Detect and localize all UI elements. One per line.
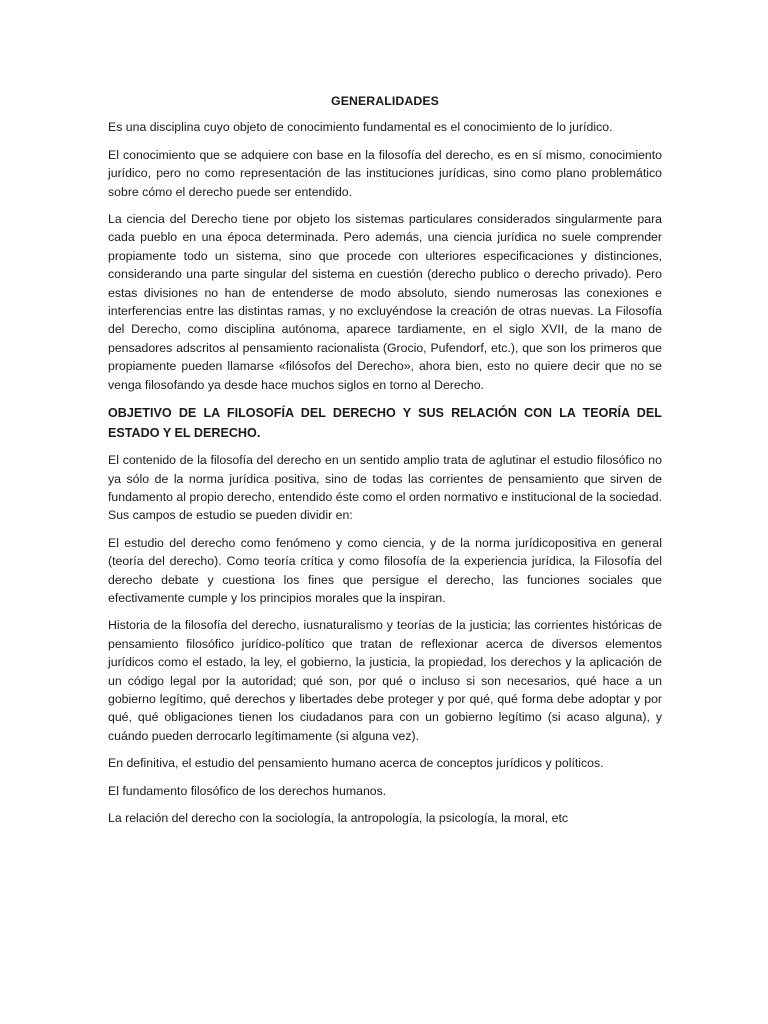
intro-paragraph-3: La ciencia del Derecho tiene por objeto los sistemas particulares considerados singularmente para cada pueblo en una época determinada. Pero además, una ciencia jurídica no suele comprender propiamente todo un sistema, sino que procede con ulteriores especificaciones y distinciones, considerando una parte singular del sistema en cuestión (derecho publico o derecho privado). Pero estas divisiones no han de entenderse de modo absoluto, siendo numerosas las conexiones e interferencias entre las distintas ramas, y no excluyéndose la creación de otras nuevas. La Filosofía del Derecho, como disciplina autónoma, aparece tardiamente, en el siglo XVII, de la mano de pensadores adscritos al pensamiento racionalista (Grocio, Pufendorf, etc.), que son los primeros que propiamente pueden llamarse «filósofos del Derecho», ahora bien, esto no quiere decir que no se venga filosofando ya desde hace muchos siglos en torno al Derecho. <box>108 212 662 392</box>
section-paragraph-1: El contenido de la filosofía del derecho en un sentido amplio trata de aglutinar el estudio filosófico no ya sólo de la norma jurídica positiva, sino de todas las corrientes de pensamiento que sirven de fundamento al propio derecho, entendido éste como el orden normativo e institucional de la sociedad. Sus campos de estudio se pueden dividir en: <box>108 453 662 523</box>
section-paragraph-2: El estudio del derecho como fenómeno y como ciencia, y de la norma jurídicopositiva en general (teoría del derecho). Como teoría crítica y como filosofía de la experiencia jurídica, la Filosofía del derecho debate y cuestiona los fines que persigue el derecho, las funciones sociales que efectivamente cumple y los principios morales que la inspiran. <box>108 535 662 605</box>
intro-paragraph-1: Es una disciplina cuyo objeto de conocimiento fundamental es el conocimiento de lo jurídico. <box>108 120 613 135</box>
section-heading: OBJETIVO DE LA FILOSOFÍA DEL DERECHO Y SUS RELACIÓN CON LA TEORÍA DEL ESTADO Y EL DERECHO. <box>108 406 662 441</box>
document-title: GENERALIDADES <box>331 94 439 108</box>
section-paragraph-6: La relación del derecho con la sociología, la antropología, la psicología, la moral, etc <box>108 811 569 825</box>
section-paragraph-4: En definitiva, el estudio del pensamiento humano acerca de conceptos jurídicos y políticos. <box>108 756 604 771</box>
section-paragraph-3: Historia de la filosofía del derecho, iusnaturalismo y teorías de la justicia; las corrientes históricas de pensamiento filosófico jurídico-político que tratan de reflexionar acerca de diversos elementos jurídicos como el estado, la ley, el gobierno, la justicia, la propiedad, los derechos y la aplicación de un código legal por la autoridad; qué son, por qué o incluso si son necesarios, qué hace a un gobierno legítimo, qué derechos y libertades debe proteger y por qué, qué forma debe adoptar y por qué, qué obligaciones tienen los ciudadanos para con un gobierno legítimo (si acaso alguna), y cuándo pueden derrocarlo legítimamente (si alguna vez). <box>108 618 662 743</box>
intro-paragraph-2: El conocimiento que se adquiere con base en la filosofía del derecho, es en sí mismo, conocimiento jurídico, pero no como representación de las instituciones jurídicas, sino como plano problemático sobre cómo el derecho puede ser entendido. <box>108 147 662 199</box>
section-paragraph-5: El fundamento filosófico de los derechos humanos. <box>108 783 387 798</box>
